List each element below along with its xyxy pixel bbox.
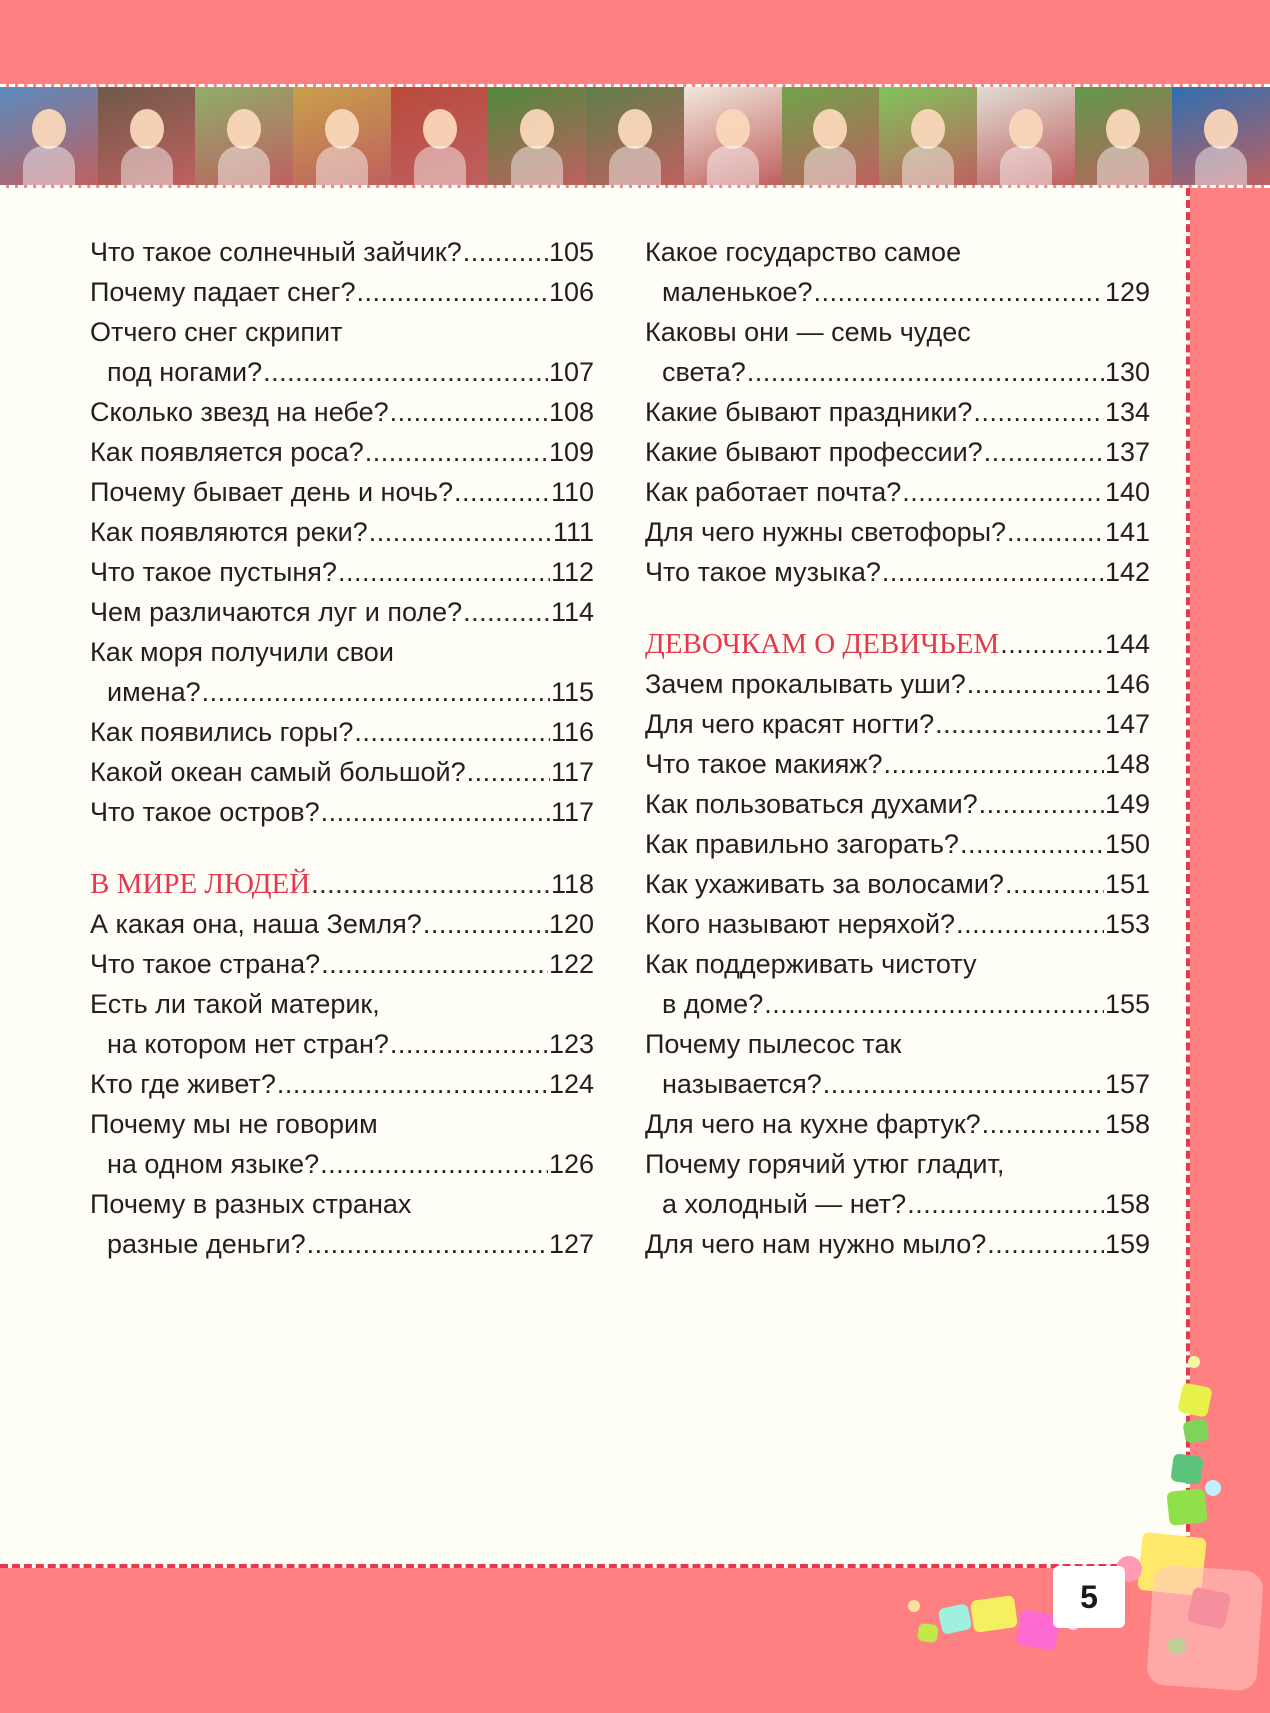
photo-figure-body: [511, 146, 563, 185]
decor-square: [970, 1595, 1018, 1633]
girl-with-poppies-photo: [391, 87, 489, 185]
toc-page-number: 129: [1104, 277, 1150, 307]
photo-figure-body: [1195, 146, 1247, 185]
photo-figure-body: [316, 146, 368, 185]
dot-leader: [960, 824, 1104, 864]
toc-entry-title: на котором нет стран?: [107, 1029, 389, 1059]
toc-entry-title: Для чего на кухне фартук?: [645, 1109, 981, 1139]
toc-page-number: 114: [550, 597, 594, 627]
dot-leader: [390, 1024, 548, 1064]
girl-in-pink-dress-photo: [1075, 87, 1173, 185]
toc-entry: [90, 944, 594, 984]
toc-entry-line: Какое государство самое: [645, 237, 962, 267]
photo-figure-head: [32, 109, 66, 149]
toc-entry-title: Кто где живет?: [90, 1069, 276, 1099]
toc-page-number: 130: [1104, 357, 1150, 387]
toc-entry: [645, 984, 1150, 1024]
photo-figure-body: [218, 146, 270, 185]
toc-page-number: 122: [548, 949, 594, 979]
dot-leader: [979, 784, 1104, 824]
toc-entry-title: Для чего красят ногти?: [645, 709, 935, 739]
dot-leader: [321, 944, 548, 984]
toc-entry-title: Для чего нужны светофоры?: [645, 517, 1007, 547]
dot-leader: [764, 984, 1104, 1024]
toc-page-number: 105: [548, 237, 594, 267]
toc-section-heading: [90, 864, 594, 904]
toc-entry-title: А какая она, наша Земля?: [90, 909, 422, 939]
dot-leader: [307, 1224, 548, 1264]
toc-entry: [645, 784, 1150, 824]
dot-leader: [747, 352, 1104, 392]
toc-page-number: 106: [548, 277, 594, 307]
toc-page-number: 115: [550, 677, 594, 707]
toc-entry: [90, 352, 594, 392]
toc-page-number: 158: [1104, 1109, 1150, 1139]
photo-figure-body: [1000, 146, 1052, 185]
toc-entry-title: Как появляется роса?: [90, 437, 364, 467]
toc-page-number: 117: [550, 757, 594, 787]
toc-entry-title: Что такое остров?: [90, 797, 320, 827]
toc-page-number: 117: [550, 797, 594, 827]
photo-figure-body: [414, 146, 466, 185]
toc-page-number: 141: [1104, 517, 1150, 547]
dot-leader: [321, 792, 550, 832]
toc-page-number: 120: [548, 909, 594, 939]
toc-entry: [645, 1184, 1150, 1224]
toc-entry-line: Как моря получили свои: [90, 637, 394, 667]
toc-entry-title: Для чего нам нужно мыло?: [645, 1229, 987, 1259]
toc-entry-title: Что такое страна?: [90, 949, 321, 979]
toc-entry-title: Какие бывают профессии?: [645, 437, 983, 467]
dot-leader: [935, 704, 1104, 744]
dot-leader: [277, 1064, 548, 1104]
toc-entry-title: Как появились горы?: [90, 717, 354, 747]
toc-page-number: 112: [550, 557, 594, 587]
toc-entry-title: Что такое музыка?: [645, 557, 881, 587]
photo-figure-head: [618, 109, 652, 149]
toc-entry-title: Как работает почта?: [645, 477, 902, 507]
section-title: В МИРЕ ЛЮДЕЙ: [90, 868, 311, 900]
toc-entry-title: Кого называют неряхой?: [645, 909, 956, 939]
dot-leader: [369, 512, 552, 552]
toc-page-number: 123: [548, 1029, 594, 1059]
toc-entry-title: а холодный — нет?: [662, 1189, 907, 1219]
toc-entry: [645, 744, 1150, 784]
photo-figure-head: [1204, 109, 1238, 149]
dot-leader: [463, 592, 550, 632]
photo-figure-head: [1106, 109, 1140, 149]
toc-entry: [645, 1104, 1150, 1144]
page-number: 5: [1053, 1566, 1125, 1628]
toc-entry-title: на одном языке?: [107, 1149, 320, 1179]
toc-page-number: 146: [1104, 669, 1150, 699]
dot-leader: [883, 744, 1103, 784]
dot-leader: [902, 472, 1104, 512]
toc-entry-title: Как ухаживать за волосами?: [645, 869, 1004, 899]
toc-entry: [645, 704, 1150, 744]
toc-page-number: 118: [550, 869, 594, 899]
toc-page-number: 124: [548, 1069, 594, 1099]
toc-entry: [90, 1024, 594, 1064]
toc-entry: [90, 672, 594, 712]
girl-on-lawn-photo: [586, 87, 684, 185]
toc-entry-title: Что такое макияж?: [645, 749, 883, 779]
toc-entry-title: разные деньги?: [107, 1229, 306, 1259]
toc-entry: [645, 1064, 1150, 1104]
photo-figure-body: [902, 146, 954, 185]
toc-entry-title: Сколько звезд на небе?: [90, 397, 389, 427]
photo-figure-head: [423, 109, 457, 149]
dot-leader: [390, 392, 548, 432]
photo-figure-body: [609, 146, 661, 185]
dot-leader: [907, 1184, 1104, 1224]
dot-leader: [967, 664, 1104, 704]
toc-entry: [645, 392, 1150, 432]
toc-page-number: 155: [1104, 989, 1150, 1019]
dot-leader: [984, 432, 1104, 472]
toc-entry-title: Зачем прокалывать уши?: [645, 669, 966, 699]
toc-entry: [90, 512, 594, 552]
dot-leader: [467, 752, 550, 792]
toc-page-number: 151: [1104, 869, 1150, 899]
dot-leader: [463, 232, 548, 272]
toc-entry: [645, 1224, 1150, 1264]
decor-square: [1182, 1418, 1209, 1444]
dot-leader: [882, 552, 1104, 592]
decor-square: [1146, 1564, 1264, 1691]
toc-entry: [90, 472, 594, 512]
toc-entry: [90, 432, 594, 472]
dot-leader: [263, 352, 548, 392]
photo-figure-body: [23, 146, 75, 185]
toc-page-number: 111: [552, 517, 594, 547]
toc-entry: [645, 472, 1150, 512]
toc-entry: [645, 512, 1150, 552]
toc-entry-title: Что такое солнечный зайчик?: [90, 237, 462, 267]
toc-entry: [90, 272, 594, 312]
toc-page-number: 108: [548, 397, 594, 427]
dot-leader: [356, 272, 547, 312]
toc-entry: [90, 1064, 594, 1104]
photo-figure-head: [716, 109, 750, 149]
toc-entry: [90, 1144, 594, 1184]
photo-figure-head: [130, 109, 164, 149]
toc-page-number: 126: [548, 1149, 594, 1179]
section-spacer: [90, 832, 594, 864]
toc-entry-title: Что такое пустыня?: [90, 557, 337, 587]
decor-dot: [1188, 1356, 1200, 1368]
toc-entry-line: Почему пылесос так: [645, 1029, 902, 1059]
toc-entry-title: маленькое?: [662, 277, 813, 307]
girl-in-pink-photo: [98, 87, 196, 185]
girl-by-sea-photo: [1172, 87, 1270, 185]
toc-entry-title: Какие бывают праздники?: [645, 397, 973, 427]
dot-leader: [1005, 864, 1104, 904]
decor-square: [938, 1603, 973, 1635]
toc-page-number: 140: [1104, 477, 1150, 507]
toc-page-number: 116: [550, 717, 594, 747]
toc-column-right: [645, 232, 1150, 1264]
toc-page-number: 134: [1104, 397, 1150, 427]
toc-entry: [645, 352, 1150, 392]
toc-entry-line: Почему мы не говорим: [90, 1109, 378, 1139]
toc-entry-title: Какой океан самый большой?: [90, 757, 466, 787]
toc-entry-line: Отчего снег скрипит: [90, 317, 343, 347]
toc-entry-title: в доме?: [662, 989, 764, 1019]
toc-entry: [645, 824, 1150, 864]
dot-leader: [354, 712, 550, 752]
decor-square: [1170, 1453, 1204, 1485]
toc-entry-line: Каковы они — семь чудес: [645, 317, 971, 347]
dot-leader: [956, 904, 1104, 944]
toc-page-number: 110: [550, 477, 594, 507]
toc-page-number: 144: [1104, 629, 1150, 659]
toc-entry-title: Как правильно загорать?: [645, 829, 959, 859]
toc-entry: [645, 552, 1150, 592]
decor-square: [1177, 1382, 1213, 1418]
toc-entry: [90, 392, 594, 432]
dot-leader: [423, 904, 548, 944]
photo-figure-head: [1009, 109, 1043, 149]
dot-leader: [202, 672, 550, 712]
dot-leader: [454, 472, 550, 512]
toc-entry: [90, 1224, 594, 1264]
toc-entry-title: Как пользоваться духами?: [645, 789, 978, 819]
toc-section-heading: [645, 624, 1150, 664]
toc-page-number: 149: [1104, 789, 1150, 819]
dot-leader: [1000, 624, 1104, 664]
girl-in-leaves-photo: [782, 87, 880, 185]
toc-entry: [645, 272, 1150, 312]
dot-leader: [365, 432, 548, 472]
toc-page-number: 107: [548, 357, 594, 387]
section-spacer: [645, 592, 1150, 624]
toc-entry-title: имена?: [107, 677, 201, 707]
girl-on-beach-photo: [0, 87, 98, 185]
toc-page-number: 150: [1104, 829, 1150, 859]
dot-leader: [814, 272, 1104, 312]
toc-entry: [645, 864, 1150, 904]
photo-strip: [0, 84, 1270, 188]
dot-leader: [320, 1144, 548, 1184]
toc-page-number: 159: [1104, 1229, 1150, 1259]
top-color-band: [0, 0, 1270, 78]
dot-leader: [338, 552, 550, 592]
decor-square: [917, 1623, 939, 1644]
girl-lying-in-grass-photo: [879, 87, 977, 185]
photo-figure-body: [121, 146, 173, 185]
section-title: ДЕВОЧКАМ О ДЕВИЧЬЕМ: [645, 628, 1000, 660]
girl-with-suitcase-photo: [977, 87, 1075, 185]
toc-entry: [645, 904, 1150, 944]
toc-entry: [645, 432, 1150, 472]
decor-dot: [1205, 1480, 1221, 1496]
toc-entry-title: Почему падает снег?: [90, 277, 356, 307]
toc-entry-line: Почему горячий утюг гладит,: [645, 1149, 1005, 1179]
toc-column-left: [90, 232, 594, 1264]
dot-leader: [982, 1104, 1104, 1144]
toc-entry-line: Почему в разных странах: [90, 1189, 412, 1219]
photo-figure-head: [813, 109, 847, 149]
toc-entry-title: света?: [662, 357, 746, 387]
toc-entry-line: Как поддерживать чистоту: [645, 949, 977, 979]
toc-entry-title: Чем различаются луг и поле?: [90, 597, 463, 627]
photo-figure-body: [804, 146, 856, 185]
decor-dot: [908, 1600, 920, 1612]
decor-square: [1166, 1488, 1207, 1526]
dot-leader: [311, 864, 550, 904]
girl-in-garden-photo: [195, 87, 293, 185]
photo-figure-head: [520, 109, 554, 149]
photo-figure-head: [911, 109, 945, 149]
toc-page-number: 137: [1104, 437, 1150, 467]
curly-girl-portrait-photo: [684, 87, 782, 185]
photo-figure-head: [227, 109, 261, 149]
toc-page-number: 147: [1104, 709, 1150, 739]
photo-figure-head: [325, 109, 359, 149]
toc-entry: [90, 592, 594, 632]
toc-entry-title: Почему бывает день и ночь?: [90, 477, 454, 507]
toc-entry: [90, 904, 594, 944]
toc-entry: [90, 792, 594, 832]
girl-with-basket-photo: [488, 87, 586, 185]
dot-leader: [973, 392, 1104, 432]
toc-entry: [90, 552, 594, 592]
toc-entry: [90, 232, 594, 272]
toc-entry-line: Есть ли такой материк,: [90, 989, 380, 1019]
dot-leader: [1007, 512, 1104, 552]
toc-page-number: 153: [1104, 909, 1150, 939]
toc-entry: [90, 712, 594, 752]
photo-figure-body: [1097, 146, 1149, 185]
toc-page-number: 109: [548, 437, 594, 467]
toc-entry-title: называется?: [662, 1069, 822, 1099]
dot-leader: [987, 1224, 1104, 1264]
toc-entry-title: под ногами?: [107, 357, 263, 387]
girl-with-kitten-photo: [293, 87, 391, 185]
photo-figure-body: [707, 146, 759, 185]
toc-page-number: 158: [1104, 1189, 1150, 1219]
toc-entry: [90, 752, 594, 792]
toc-page-number: 142: [1104, 557, 1150, 587]
dot-leader: [823, 1064, 1104, 1104]
toc-page-number: 157: [1104, 1069, 1150, 1099]
toc-entry: [645, 664, 1150, 704]
toc-entry-title: Как появляются реки?: [90, 517, 368, 547]
toc-page-number: 148: [1104, 749, 1150, 779]
toc-page-number: 127: [548, 1229, 594, 1259]
